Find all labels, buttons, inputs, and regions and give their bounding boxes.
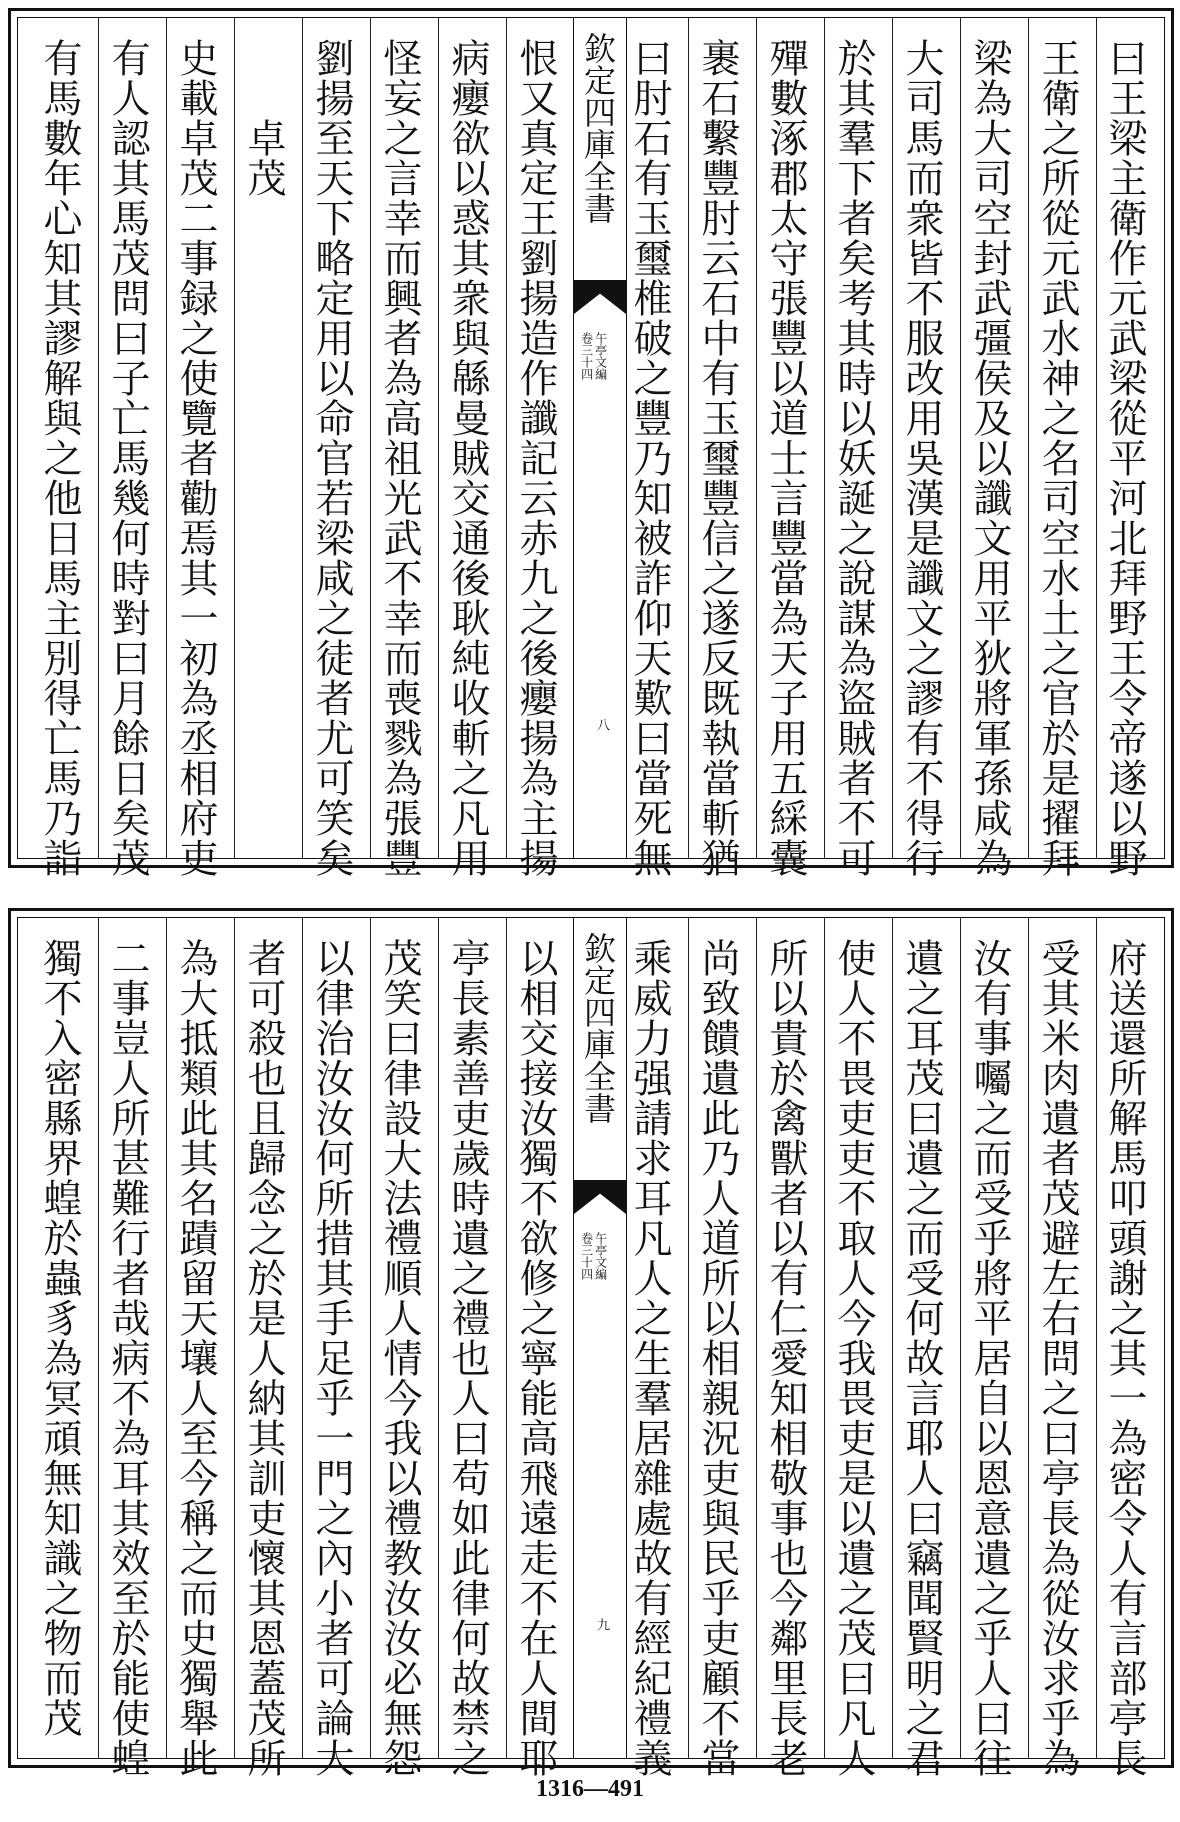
text-column: 大司馬而衆皆不服改用吳漢是讖文之謬有不得行 <box>899 38 944 878</box>
book-title: 欽定四庫全書 <box>579 32 617 224</box>
text-column: 病癭欲以惑其衆與緜曼賊交通後耿純收斬之凡用 <box>445 38 490 878</box>
fishtail-mark-icon <box>574 280 626 314</box>
text-column: 者可殺也且歸念之於是人納其訓吏懷其恩蓋茂所 <box>241 938 286 1778</box>
top-page <box>8 8 1174 878</box>
book-title: 欽定四庫全書 <box>579 932 617 1124</box>
text-column: 曰肘石有玉璽椎破之豐乃知被詐仰天歎曰當死無 <box>627 38 672 878</box>
text-column: 於其羣下者矣考其時以妖誕之說謀為盜賊者不可 <box>831 38 876 878</box>
text-column: 為大抵類此其名蹟留天壤人至今稱之而史獨舉此 <box>173 938 218 1778</box>
text-column: 劉揚至天下略定用以命官若梁咸之徒者尤可笑矣 <box>309 38 354 878</box>
edition-label: 午亭文編 <box>593 1232 608 1280</box>
text-column: 獨不入密縣界蝗於蟲豸為冥頑無知識之物而茂 <box>37 938 82 1738</box>
text-column: 有馬數年心知其謬解與之他日馬主別得亡馬乃詣 <box>37 38 82 878</box>
text-column: 梁為大司空封武彊侯及以讖文用平狄將軍孫咸為 <box>967 38 1012 878</box>
text-column: 汝有事囑之而受乎將平居自以恩意遺之乎人曰往 <box>967 938 1012 1778</box>
text-column: 所以貴於禽獸者以有仁愛知相敬事也今鄰里長老 <box>763 938 808 1778</box>
text-column: 殫數涿郡太守張豐以道士言豐當為天子用五綵囊 <box>763 38 808 878</box>
text-column: 王衛之所從元武水神之名司空水土之官於是擢拜 <box>1035 38 1080 878</box>
text-column: 曰王梁主衛作元武梁從平河北拜野王令帝遂以野 <box>1102 38 1147 878</box>
text-column: 以律治汝汝何所措其手足乎一門之內小者可論大 <box>309 938 354 1778</box>
fold-center-column <box>573 918 627 1758</box>
text-column: 茂笑曰律設大法禮順人情今我以禮教汝汝必無怨 <box>377 938 422 1778</box>
text-column: 有人認其馬茂問曰子亡馬幾何時對曰月餘日矣茂 <box>105 38 150 878</box>
text-column: 亭長素善吏歲時遺之禮也人曰苟如此律何故禁之 <box>445 938 490 1778</box>
text-column: 遺之耳茂曰遺之而受何故言耶人曰竊聞賢明之君 <box>899 938 944 1778</box>
volume-label: 卷三十四 <box>579 1232 594 1280</box>
section-heading: 卓茂 <box>241 118 286 198</box>
text-column: 乘威力强請求耳凡人之生羣居雜處故有經紀禮義 <box>627 938 672 1778</box>
text-column: 二事豈人所甚難行者哉病不為耳其效至於能使蝗 <box>105 938 150 1778</box>
text-column: 尚致饋遺此乃人道所以相親況吏與民乎吏顧不當 <box>695 938 740 1778</box>
text-column: 裹石繫豐肘云石中有玉璽豐信之遂反既執當斬猶 <box>695 38 740 878</box>
text-column: 府送還所解馬叩頭謝之其一為密令人有言部亭長 <box>1102 938 1147 1778</box>
page-code: 1316—491 <box>536 1776 644 1802</box>
text-column: 受其米肉遺者茂避左右問之曰亭長為從汝求乎為 <box>1035 938 1080 1778</box>
leaf-number: 八 <box>594 718 609 731</box>
text-column: 以相交接汝獨不欲修之寧能高飛遠走不在人間耶 <box>513 938 558 1778</box>
bottom-page <box>8 908 1174 1778</box>
text-column: 恨又真定王劉揚造作讖記云赤九之後癭揚為主揚 <box>513 38 558 878</box>
bottom-page-frame <box>17 917 1165 1778</box>
leaf-number: 九 <box>594 1618 609 1631</box>
top-page-frame <box>17 17 1165 878</box>
text-column: 怪妄之言幸而興者為高祖光武不幸而喪戮為張豐 <box>377 38 422 878</box>
edition-label: 午亭文編 <box>593 332 608 380</box>
text-column: 使人不畏吏吏不取人今我畏吏是以遺之茂曰凡人 <box>831 938 876 1778</box>
fold-center-column <box>573 18 627 858</box>
volume-label: 卷三十四 <box>579 332 594 380</box>
fishtail-mark-icon <box>574 1180 626 1214</box>
text-column: 史載卓茂二事録之使覽者勸焉其一初為丞相府吏 <box>173 38 218 878</box>
